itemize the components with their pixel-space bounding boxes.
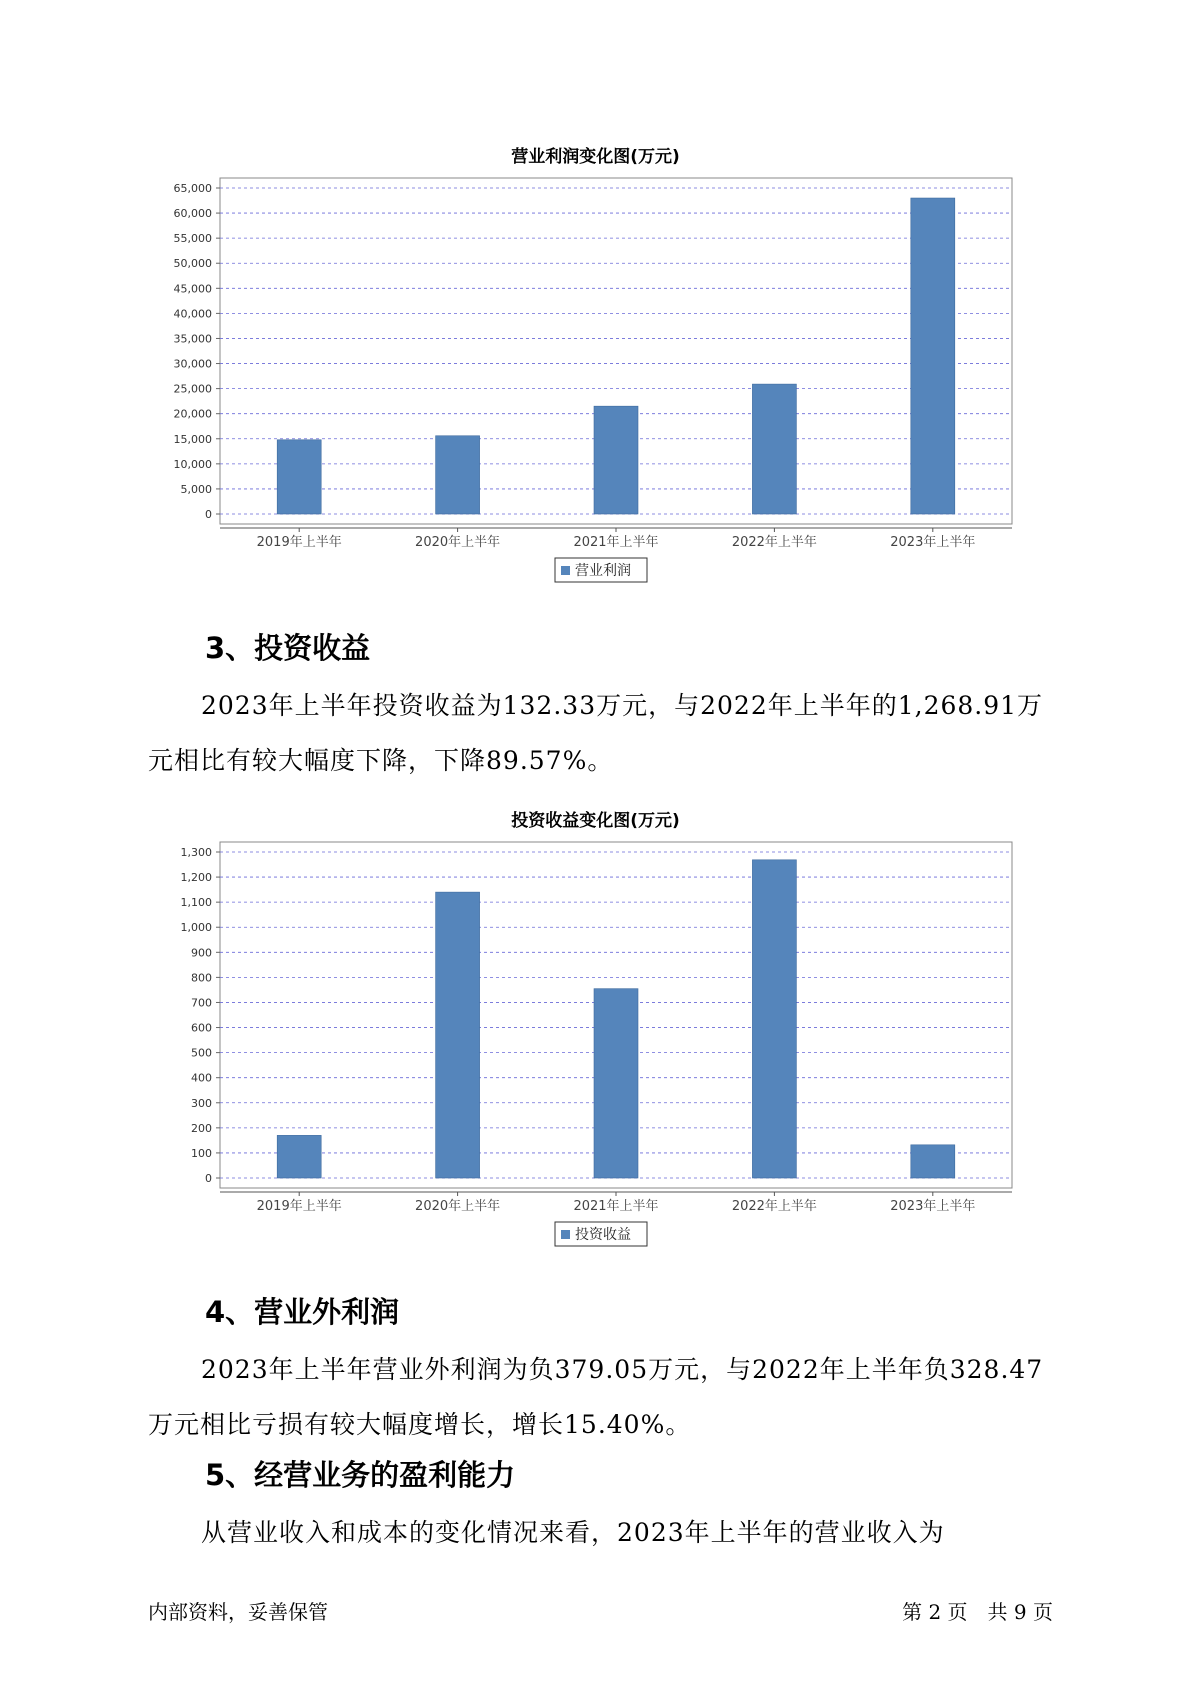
y-tick-label: 55,000 [173,232,212,246]
y-tick-label: 900 [191,946,212,960]
bar [277,1135,321,1178]
y-tick-label: 500 [191,1046,212,1060]
bar [594,989,638,1178]
paragraph-line: 2023年上半年投资收益为132.33万元，与2022年上半年的1,268.91万 [201,691,1044,720]
footer-page-number: 第 2 页 共 9 页 [902,1600,1053,1624]
x-tick-label: 2020年上半年 [415,535,501,550]
bar [436,436,480,514]
footer-confidential-note: 内部资料，妥善保管 [148,1600,328,1624]
y-tick-label: 0 [205,1172,212,1185]
chart-title-operating-profit: 营业利润变化图(万元) [511,147,680,167]
y-tick-label: 1,200 [180,871,212,885]
bar [436,892,480,1178]
y-tick-label: 400 [191,1071,212,1085]
y-tick-label: 40,000 [173,307,212,321]
chart-title-investment-income: 投资收益变化图(万元) [511,811,680,831]
bar [911,198,955,514]
y-tick-label: 50,000 [173,257,212,271]
paragraph-line: 从营业收入和成本的变化情况来看，2023年上半年的营业收入为 [201,1518,945,1547]
paragraph-line: 万元相比亏损有较大幅度增长，增长15.40%。 [148,1410,692,1439]
y-tick-label: 700 [191,996,212,1010]
section-4-heading: 4、营业外利润 [205,1295,400,1329]
y-tick-label: 30,000 [173,357,212,371]
bar [911,1145,955,1178]
y-tick-label: 5,000 [180,482,212,496]
y-tick-label: 10,000 [173,457,212,471]
bar [752,384,796,514]
y-tick-label: 15,000 [173,432,212,446]
operating-profit-bar-chart [0,170,1191,590]
y-tick-label: 60,000 [173,207,212,221]
y-tick-label: 300 [191,1096,212,1110]
paragraph-line: 2023年上半年营业外利润为负379.05万元，与2022年上半年负328.47 [201,1355,1044,1384]
y-tick-label: 200 [191,1121,212,1135]
legend-swatch [561,566,570,575]
bar [277,440,321,514]
y-tick-label: 800 [191,971,212,985]
y-tick-label: 1,000 [180,921,212,935]
legend-label: 投资收益 [575,1227,631,1243]
y-tick-label: 45,000 [173,282,212,296]
y-tick-label: 600 [191,1021,212,1035]
section-4-paragraph [148,1342,1048,1452]
x-tick-label: 2022年上半年 [731,535,817,550]
section-3-paragraph [148,678,1048,788]
legend-label: 营业利润 [575,563,631,579]
bar [752,860,796,1178]
x-tick-label: 2019年上半年 [256,1199,342,1214]
y-tick-label: 1,300 [180,846,212,859]
x-tick-label: 2023年上半年 [890,535,976,550]
x-tick-label: 2021年上半年 [573,1199,659,1214]
x-tick-label: 2023年上半年 [890,1199,976,1214]
x-tick-label: 2020年上半年 [415,1199,501,1214]
investment-income-bar-chart [0,834,1191,1254]
y-tick-label: 1,100 [180,896,212,910]
x-tick-label: 2022年上半年 [731,1199,817,1214]
paragraph-line: 元相比有较大幅度下降，下降89.57%。 [148,746,614,775]
y-tick-label: 35,000 [173,332,212,346]
y-tick-label: 25,000 [173,382,212,396]
section-5-paragraph [148,1505,1048,1560]
y-tick-label: 100 [191,1146,212,1160]
legend-swatch [561,1230,570,1239]
bar [594,406,638,514]
x-tick-label: 2021年上半年 [573,535,659,550]
y-tick-label: 65,000 [173,182,212,195]
section-5-heading: 5、经营业务的盈利能力 [205,1458,516,1492]
y-tick-label: 0 [205,508,212,521]
y-tick-label: 20,000 [173,407,212,421]
section-3-heading: 3、投资收益 [205,631,371,665]
x-tick-label: 2019年上半年 [256,535,342,550]
